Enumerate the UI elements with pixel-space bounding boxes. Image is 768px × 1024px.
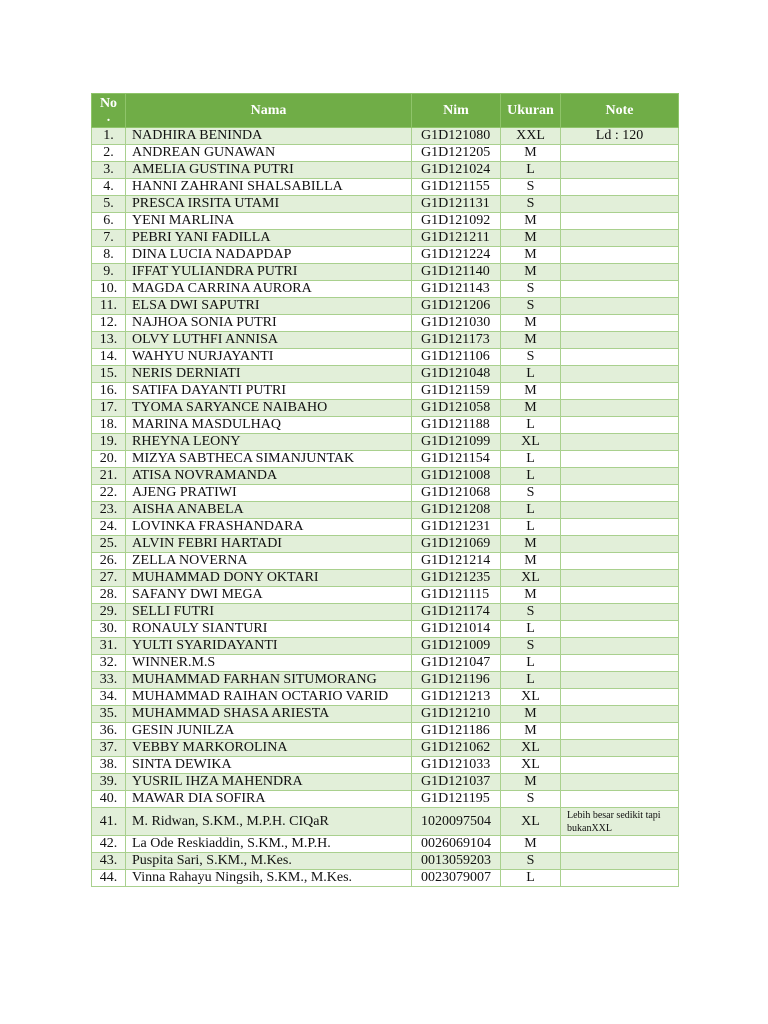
table-row xyxy=(92,468,679,485)
row-nim: G1D121159 xyxy=(412,383,501,400)
table-row xyxy=(92,213,679,230)
row-nim: G1D121068 xyxy=(412,485,501,502)
row-name: MUHAMMAD DONY OKTARI xyxy=(126,570,412,587)
row-note xyxy=(561,723,679,740)
row-name: La Ode Reskiaddin, S.KM., M.P.H. xyxy=(126,836,412,853)
row-note xyxy=(561,315,679,332)
row-note xyxy=(561,162,679,179)
row-nim: G1D121210 xyxy=(412,706,501,723)
row-name: ATISA NOVRAMANDA xyxy=(126,468,412,485)
row-name: MARINA MASDULHAQ xyxy=(126,417,412,434)
row-name: DINA LUCIA NADAPDAP xyxy=(126,247,412,264)
row-size: M xyxy=(501,247,561,264)
row-note xyxy=(561,689,679,706)
table-row xyxy=(92,587,679,604)
row-number: 35. xyxy=(92,706,126,723)
table-row xyxy=(92,536,679,553)
row-name: NERIS DERNIATI xyxy=(126,366,412,383)
row-note xyxy=(561,264,679,281)
row-size: XL xyxy=(501,757,561,774)
header-no xyxy=(92,94,126,128)
table-row xyxy=(92,162,679,179)
row-number: 12. xyxy=(92,315,126,332)
row-note xyxy=(561,774,679,791)
row-note xyxy=(561,230,679,247)
row-number: 33. xyxy=(92,672,126,689)
row-nim: G1D121069 xyxy=(412,536,501,553)
row-nim: G1D121058 xyxy=(412,400,501,417)
row-name: MIZYA SABTHECA SIMANJUNTAK xyxy=(126,451,412,468)
row-note xyxy=(561,332,679,349)
row-nim: G1D121033 xyxy=(412,757,501,774)
row-number: 8. xyxy=(92,247,126,264)
row-name: ELSA DWI SAPUTRI xyxy=(126,298,412,315)
row-number: 14. xyxy=(92,349,126,366)
row-number: 25. xyxy=(92,536,126,553)
row-nim: G1D121048 xyxy=(412,366,501,383)
row-number: 28. xyxy=(92,587,126,604)
table-row xyxy=(92,383,679,400)
row-name: MUHAMMAD FARHAN SITUMORANG xyxy=(126,672,412,689)
table-row xyxy=(92,655,679,672)
table-row xyxy=(92,672,679,689)
row-name: AJENG PRATIWI xyxy=(126,485,412,502)
row-name: GESIN JUNILZA xyxy=(126,723,412,740)
row-note xyxy=(561,451,679,468)
table-row xyxy=(92,196,679,213)
row-size: M xyxy=(501,383,561,400)
row-note xyxy=(561,485,679,502)
row-nim: G1D121047 xyxy=(412,655,501,672)
row-nim: G1D121186 xyxy=(412,723,501,740)
table-row xyxy=(92,128,679,145)
row-note xyxy=(561,870,679,887)
table-row xyxy=(92,791,679,808)
header-name: Nama xyxy=(126,94,412,128)
row-name: ZELLA NOVERNA xyxy=(126,553,412,570)
row-number: 44. xyxy=(92,870,126,887)
row-nim: G1D121080 xyxy=(412,128,501,145)
table-row xyxy=(92,145,679,162)
row-number: 38. xyxy=(92,757,126,774)
table-row xyxy=(92,553,679,570)
row-name: LOVINKA FRASHANDARA xyxy=(126,519,412,536)
row-number: 15. xyxy=(92,366,126,383)
row-note xyxy=(561,672,679,689)
table-row xyxy=(92,400,679,417)
row-name: PRESCA IRSITA UTAMI xyxy=(126,196,412,213)
row-number: 30. xyxy=(92,621,126,638)
row-number: 37. xyxy=(92,740,126,757)
row-number: 13. xyxy=(92,332,126,349)
row-size: L xyxy=(501,366,561,383)
row-note xyxy=(561,247,679,264)
row-name: HANNI ZAHRANI SHALSABILLA xyxy=(126,179,412,196)
table-row xyxy=(92,519,679,536)
table-row xyxy=(92,332,679,349)
row-size: M xyxy=(501,213,561,230)
row-number: 34. xyxy=(92,689,126,706)
row-number: 18. xyxy=(92,417,126,434)
row-number: 6. xyxy=(92,213,126,230)
row-nim: G1D121213 xyxy=(412,689,501,706)
row-nim: G1D121030 xyxy=(412,315,501,332)
row-nim: G1D121235 xyxy=(412,570,501,587)
table-row xyxy=(92,247,679,264)
row-nim: G1D121092 xyxy=(412,213,501,230)
row-name: WAHYU NURJAYANTI xyxy=(126,349,412,366)
row-name: YULTI SYARIDAYANTI xyxy=(126,638,412,655)
row-name: RONAULY SIANTURI xyxy=(126,621,412,638)
row-nim: G1D121106 xyxy=(412,349,501,366)
row-name: YUSRIL IHZA MAHENDRA xyxy=(126,774,412,791)
row-number: 3. xyxy=(92,162,126,179)
table-body xyxy=(92,128,679,887)
row-number: 2. xyxy=(92,145,126,162)
row-name: WINNER.M.S xyxy=(126,655,412,672)
row-name: M. Ridwan, S.KM., M.P.H. CIQaR xyxy=(126,808,412,836)
row-number: 40. xyxy=(92,791,126,808)
row-name: ANDREAN GUNAWAN xyxy=(126,145,412,162)
header-note: Note xyxy=(561,94,679,128)
size-list-table xyxy=(91,93,679,887)
row-nim: G1D121009 xyxy=(412,638,501,655)
row-note xyxy=(561,791,679,808)
row-number: 11. xyxy=(92,298,126,315)
size-list-table-container xyxy=(91,93,678,887)
row-name: AISHA ANABELA xyxy=(126,502,412,519)
table-row xyxy=(92,264,679,281)
row-note xyxy=(561,468,679,485)
row-number: 32. xyxy=(92,655,126,672)
row-size: L xyxy=(501,655,561,672)
row-number: 42. xyxy=(92,836,126,853)
row-nim: G1D121008 xyxy=(412,468,501,485)
table-row xyxy=(92,281,679,298)
table-row xyxy=(92,570,679,587)
row-nim: G1D121195 xyxy=(412,791,501,808)
row-nim: G1D121205 xyxy=(412,145,501,162)
row-number: 41. xyxy=(92,808,126,836)
row-number: 23. xyxy=(92,502,126,519)
row-nim: 0026069104 xyxy=(412,836,501,853)
row-note xyxy=(561,604,679,621)
header-nim: Nim xyxy=(412,94,501,128)
row-name: SELLI FUTRI xyxy=(126,604,412,621)
row-note xyxy=(561,502,679,519)
row-size: S xyxy=(501,179,561,196)
row-nim: G1D121173 xyxy=(412,332,501,349)
row-name: NAJHOA SONIA PUTRI xyxy=(126,315,412,332)
table-row xyxy=(92,853,679,870)
row-name: TYOMA SARYANCE NAIBAHO xyxy=(126,400,412,417)
row-size: M xyxy=(501,332,561,349)
table-row xyxy=(92,230,679,247)
row-number: 21. xyxy=(92,468,126,485)
row-size: S xyxy=(501,604,561,621)
row-nim: G1D121211 xyxy=(412,230,501,247)
row-size: L xyxy=(501,672,561,689)
row-number: 5. xyxy=(92,196,126,213)
row-nim: G1D121131 xyxy=(412,196,501,213)
row-size: XL xyxy=(501,740,561,757)
row-nim: 1020097504 xyxy=(412,808,501,836)
row-note xyxy=(561,836,679,853)
row-name: VEBBY MARKOROLINA xyxy=(126,740,412,757)
table-row xyxy=(92,870,679,887)
row-note xyxy=(561,349,679,366)
row-size: S xyxy=(501,638,561,655)
table-row xyxy=(92,706,679,723)
row-nim: G1D121231 xyxy=(412,519,501,536)
row-note xyxy=(561,536,679,553)
row-size: M xyxy=(501,553,561,570)
row-size: L xyxy=(501,451,561,468)
row-size: S xyxy=(501,298,561,315)
table-row xyxy=(92,502,679,519)
row-size: S xyxy=(501,349,561,366)
row-note xyxy=(561,706,679,723)
row-number: 20. xyxy=(92,451,126,468)
table-row xyxy=(92,757,679,774)
table-row xyxy=(92,315,679,332)
row-note xyxy=(561,281,679,298)
row-note xyxy=(561,383,679,400)
row-name: SINTA DEWIKA xyxy=(126,757,412,774)
row-name: ALVIN FEBRI HARTADI xyxy=(126,536,412,553)
row-note xyxy=(561,655,679,672)
row-note xyxy=(561,434,679,451)
row-note xyxy=(561,519,679,536)
row-size: S xyxy=(501,485,561,502)
row-note xyxy=(561,587,679,604)
row-nim: 0013059203 xyxy=(412,853,501,870)
row-size: L xyxy=(501,162,561,179)
row-name: SAFANY DWI MEGA xyxy=(126,587,412,604)
row-nim: G1D121143 xyxy=(412,281,501,298)
table-row xyxy=(92,774,679,791)
row-size: S xyxy=(501,853,561,870)
row-size: M xyxy=(501,264,561,281)
row-size: L xyxy=(501,417,561,434)
row-size: L xyxy=(501,870,561,887)
row-note: Ld : 120 xyxy=(561,128,679,145)
table-row xyxy=(92,689,679,706)
row-nim: G1D121188 xyxy=(412,417,501,434)
row-nim: G1D121224 xyxy=(412,247,501,264)
table-row xyxy=(92,298,679,315)
row-name: OLVY LUTHFI ANNISA xyxy=(126,332,412,349)
table-row xyxy=(92,434,679,451)
row-note xyxy=(561,757,679,774)
row-number: 29. xyxy=(92,604,126,621)
row-name: IFFAT YULIANDRA PUTRI xyxy=(126,264,412,281)
row-size: M xyxy=(501,706,561,723)
row-number: 17. xyxy=(92,400,126,417)
row-nim: G1D121155 xyxy=(412,179,501,196)
row-size: M xyxy=(501,723,561,740)
row-number: 10. xyxy=(92,281,126,298)
row-note xyxy=(561,638,679,655)
row-size: XL xyxy=(501,434,561,451)
row-number: 27. xyxy=(92,570,126,587)
row-nim: G1D121206 xyxy=(412,298,501,315)
row-note xyxy=(561,621,679,638)
row-size: M xyxy=(501,230,561,247)
table-row xyxy=(92,836,679,853)
row-size: L xyxy=(501,621,561,638)
row-size: M xyxy=(501,400,561,417)
row-number: 22. xyxy=(92,485,126,502)
row-number: 16. xyxy=(92,383,126,400)
row-nim: G1D121140 xyxy=(412,264,501,281)
row-size: S xyxy=(501,196,561,213)
table-row xyxy=(92,349,679,366)
row-nim: G1D121208 xyxy=(412,502,501,519)
row-nim: G1D121014 xyxy=(412,621,501,638)
row-note xyxy=(561,853,679,870)
row-name: YENI MARLINA xyxy=(126,213,412,230)
row-note xyxy=(561,213,679,230)
row-name: MUHAMMAD RAIHAN OCTARIO VARID xyxy=(126,689,412,706)
row-name: MUHAMMAD SHASA ARIESTA xyxy=(126,706,412,723)
row-name: PEBRI YANI FADILLA xyxy=(126,230,412,247)
row-size: M xyxy=(501,587,561,604)
row-nim: G1D121154 xyxy=(412,451,501,468)
row-note xyxy=(561,740,679,757)
row-note xyxy=(561,417,679,434)
row-size: XL xyxy=(501,808,561,836)
row-note xyxy=(561,366,679,383)
row-name: NADHIRA BENINDA xyxy=(126,128,412,145)
table-row xyxy=(92,417,679,434)
row-nim: 0023079007 xyxy=(412,870,501,887)
row-size: S xyxy=(501,791,561,808)
row-number: 39. xyxy=(92,774,126,791)
row-number: 36. xyxy=(92,723,126,740)
table-row xyxy=(92,179,679,196)
row-nim: G1D121214 xyxy=(412,553,501,570)
row-size: XL xyxy=(501,689,561,706)
row-size: M xyxy=(501,145,561,162)
row-nim: G1D121062 xyxy=(412,740,501,757)
row-size: XXL xyxy=(501,128,561,145)
row-nim: G1D121115 xyxy=(412,587,501,604)
row-number: 4. xyxy=(92,179,126,196)
table-row xyxy=(92,366,679,383)
row-number: 1. xyxy=(92,128,126,145)
row-note: Lebih besar sedikit tapi bukanXXL xyxy=(561,808,679,836)
row-note xyxy=(561,400,679,417)
row-nim: G1D121174 xyxy=(412,604,501,621)
table-row xyxy=(92,740,679,757)
row-number: 43. xyxy=(92,853,126,870)
table-row xyxy=(92,723,679,740)
row-number: 7. xyxy=(92,230,126,247)
row-nim: G1D121196 xyxy=(412,672,501,689)
row-name: Vinna Rahayu Ningsih, S.KM., M.Kes. xyxy=(126,870,412,887)
row-name: AMELIA GUSTINA PUTRI xyxy=(126,162,412,179)
row-size: L xyxy=(501,519,561,536)
table-header-row xyxy=(92,94,679,128)
row-number: 26. xyxy=(92,553,126,570)
row-name: RHEYNA LEONY xyxy=(126,434,412,451)
row-nim: G1D121024 xyxy=(412,162,501,179)
header-no-label: No . xyxy=(99,95,118,125)
row-nim: G1D121099 xyxy=(412,434,501,451)
row-number: 31. xyxy=(92,638,126,655)
row-size: XL xyxy=(501,570,561,587)
row-note xyxy=(561,179,679,196)
row-note xyxy=(561,553,679,570)
row-name: SATIFA DAYANTI PUTRI xyxy=(126,383,412,400)
row-nim: G1D121037 xyxy=(412,774,501,791)
row-note xyxy=(561,570,679,587)
row-number: 24. xyxy=(92,519,126,536)
table-row xyxy=(92,621,679,638)
row-note xyxy=(561,298,679,315)
row-size: M xyxy=(501,836,561,853)
row-note xyxy=(561,145,679,162)
row-number: 9. xyxy=(92,264,126,281)
row-note xyxy=(561,196,679,213)
row-size: S xyxy=(501,281,561,298)
row-size: M xyxy=(501,774,561,791)
row-size: L xyxy=(501,468,561,485)
row-size: M xyxy=(501,315,561,332)
row-size: L xyxy=(501,502,561,519)
row-number: 19. xyxy=(92,434,126,451)
table-row xyxy=(92,638,679,655)
table-row xyxy=(92,485,679,502)
table-row xyxy=(92,604,679,621)
row-size: M xyxy=(501,536,561,553)
row-name: Puspita Sari, S.KM., M.Kes. xyxy=(126,853,412,870)
table-row xyxy=(92,808,679,836)
row-name: MAGDA CARRINA AURORA xyxy=(126,281,412,298)
table-row xyxy=(92,451,679,468)
header-size: Ukuran xyxy=(501,94,561,128)
row-name: MAWAR DIA SOFIRA xyxy=(126,791,412,808)
